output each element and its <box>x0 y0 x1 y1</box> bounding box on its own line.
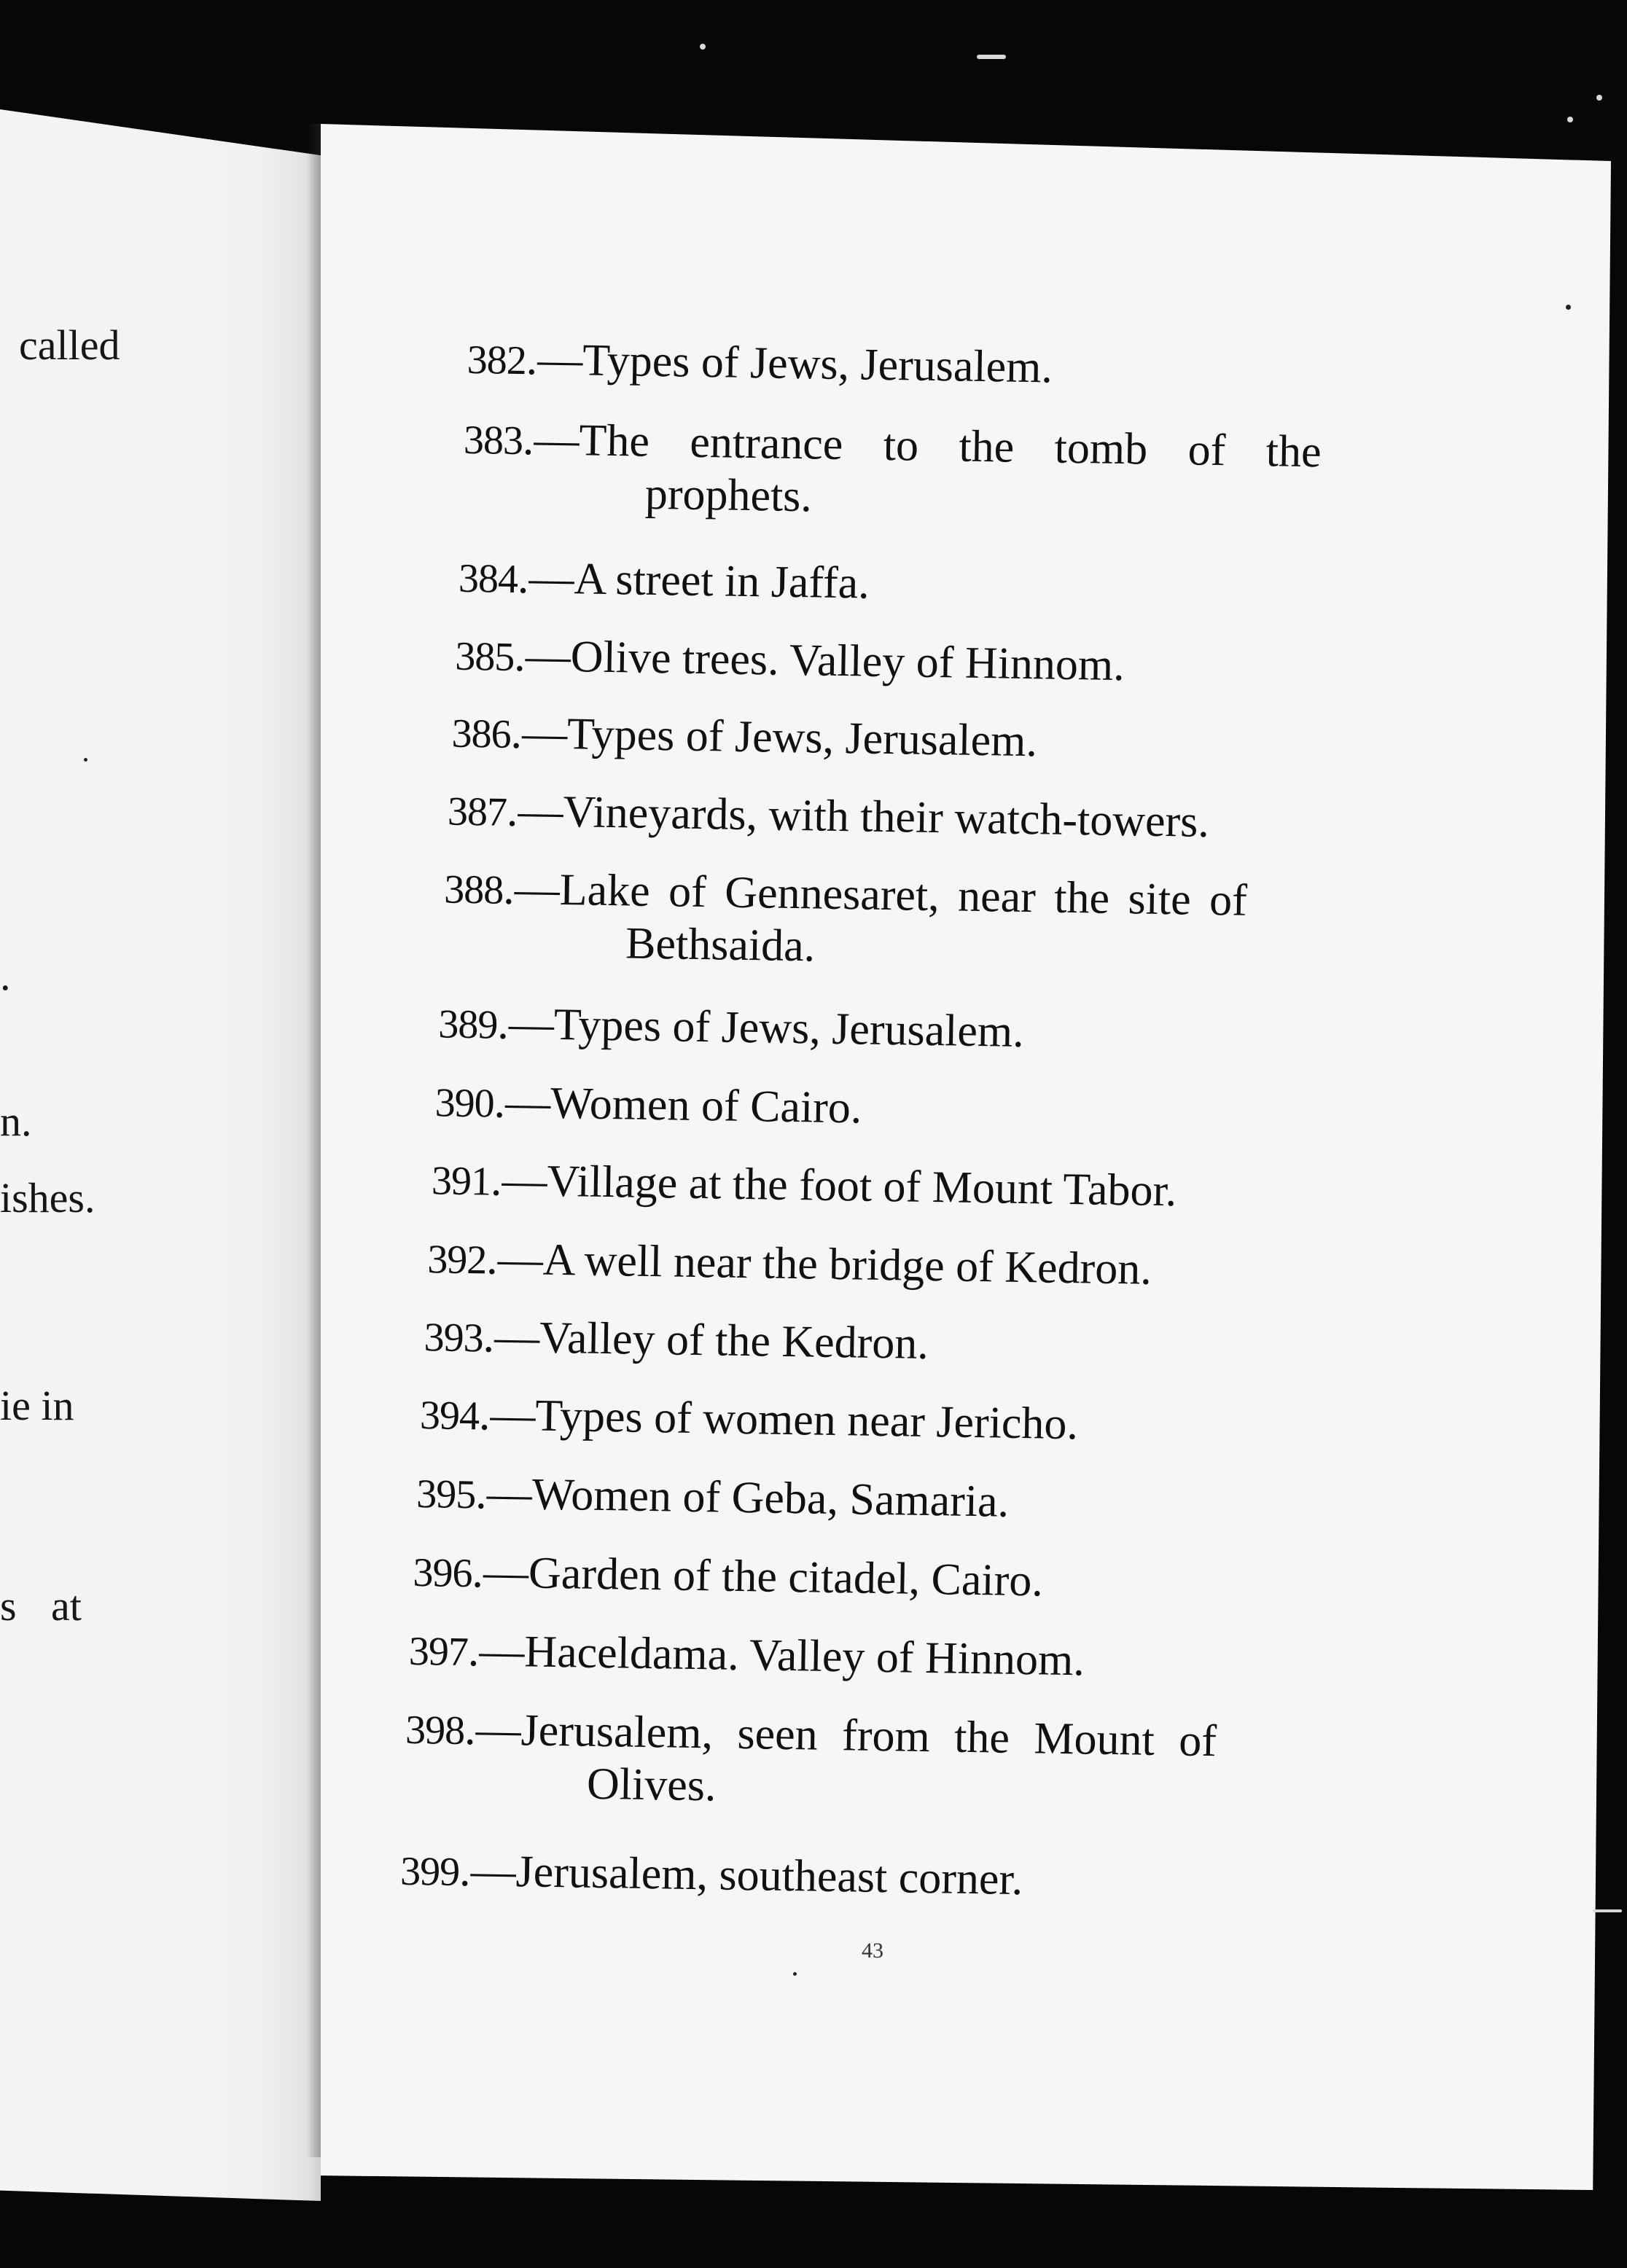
entry-text: Women of Cairo. <box>550 1078 862 1133</box>
scan-speck <box>793 1972 797 1976</box>
scan-speck <box>84 758 87 762</box>
entry-number: 383 <box>463 417 523 464</box>
entry-text: Village at the foot of Mount Tabor. <box>547 1156 1177 1216</box>
list-entry <box>443 862 1248 978</box>
entry-text: Jerusalem, southeast corner. <box>515 1847 1023 1905</box>
list-entry <box>451 707 1037 769</box>
entry-separator: .— <box>506 786 564 837</box>
entry-separator: .— <box>459 1845 517 1897</box>
entry-number: 392 <box>426 1237 487 1283</box>
entry-separator: .— <box>513 630 571 682</box>
list-entry <box>413 1546 1043 1608</box>
entry-separator: .— <box>485 1234 544 1285</box>
list-entry <box>467 333 1053 395</box>
entry-text: Types of Jews, Jerusalem. <box>566 709 1038 767</box>
entry-separator: .— <box>490 1155 548 1206</box>
list-entry <box>416 1467 1010 1529</box>
left-page-fragment: ishes. <box>0 1174 95 1221</box>
scan-speck <box>1593 1909 1622 1912</box>
list-entry <box>431 1154 1177 1218</box>
list-entry <box>434 1076 862 1135</box>
entry-number: 395 <box>415 1471 476 1518</box>
list-entry <box>400 1845 1023 1907</box>
entry-separator: .— <box>478 1390 537 1441</box>
entry-text: Olive trees. Valley of Hinnom. <box>570 632 1125 691</box>
entry-number: 387 <box>447 789 507 835</box>
entry-text: A well near the bridge of Kedron. <box>542 1235 1152 1294</box>
entry-text: Garden of the citadel, Cairo. <box>528 1548 1044 1606</box>
entry-text: Lake of Gennesaret, near the site of <box>559 864 1248 926</box>
entry-number: 397 <box>408 1628 469 1675</box>
entry-number: 386 <box>451 711 512 757</box>
scan-speck <box>1566 305 1571 310</box>
entry-continuation: prophets. <box>644 469 813 522</box>
entry-number: 390 <box>434 1080 495 1127</box>
left-page-fragment: ie in <box>0 1382 74 1429</box>
list-entry <box>447 785 1209 849</box>
entry-number: 384 <box>458 555 518 602</box>
entry-number: 394 <box>419 1393 480 1439</box>
entry-continuation: Olives. <box>586 1759 717 1811</box>
left-page-fragment: called <box>19 321 120 369</box>
entry-number: 396 <box>413 1549 473 1597</box>
left-page-fragment: s <box>0 1582 17 1630</box>
scan-speck <box>1596 95 1602 101</box>
list-entry <box>405 1703 1217 1819</box>
list-entry <box>455 630 1125 692</box>
entry-text: Vineyards, with their watch-towers. <box>562 787 1210 847</box>
entry-number: 382 <box>467 337 527 384</box>
entry-text: Jerusalem, seen from the Mount of <box>520 1705 1217 1767</box>
entry-number: 391 <box>431 1158 491 1205</box>
entry-number: 389 <box>437 1001 498 1048</box>
list-entry <box>438 997 1024 1059</box>
entry-separator: .— <box>464 1705 522 1756</box>
entry-separator: .— <box>475 1469 533 1520</box>
entry-text: Types of Jews, Jerusalem. <box>582 335 1053 393</box>
entry-text: Valley of the Kedron. <box>539 1313 929 1369</box>
scan-speck <box>700 44 706 50</box>
list-entry <box>419 1388 1078 1451</box>
entry-text: A street in Jaffa. <box>574 554 870 609</box>
entry-text: Types of women near Jericho. <box>534 1391 1079 1450</box>
entry-number: 399 <box>399 1848 460 1895</box>
entry-separator: .— <box>517 553 575 604</box>
entry-separator: .— <box>483 1312 540 1363</box>
left-page-fragment: . <box>0 952 11 999</box>
entry-separator: .— <box>526 335 583 386</box>
list-entry <box>462 413 1322 530</box>
list-entry <box>424 1310 929 1371</box>
entry-text: Women of Geba, Samaria. <box>531 1469 1010 1527</box>
left-page-fragment: n. <box>0 1098 32 1145</box>
entry-separator: .— <box>493 1077 551 1128</box>
entry-separator: .— <box>472 1547 529 1598</box>
list-entry <box>427 1232 1152 1297</box>
entry-separator: .— <box>502 864 561 915</box>
entry-number: 385 <box>454 633 515 680</box>
entry-separator: .— <box>467 1626 525 1677</box>
page-number: 43 <box>862 1939 883 1963</box>
entry-separator: .— <box>510 708 568 759</box>
left-page-fragment: at <box>51 1582 82 1630</box>
list-entry <box>408 1624 1085 1688</box>
entry-text: Types of Jews, Jerusalem. <box>553 999 1025 1057</box>
list-entry <box>458 552 870 611</box>
scan-speck <box>977 55 1006 59</box>
entry-text: The entrance to the tomb of the <box>578 415 1322 477</box>
entry-number: 393 <box>424 1315 484 1361</box>
scan-speck <box>1567 117 1573 122</box>
entry-text: Haceldama. Valley of Hinnom. <box>523 1627 1085 1686</box>
entry-separator: .— <box>496 998 555 1049</box>
entry-continuation: Bethsaida. <box>625 918 816 971</box>
entry-number: 388 <box>443 867 504 913</box>
entry-separator: .— <box>522 415 580 466</box>
entry-number: 398 <box>405 1707 465 1754</box>
